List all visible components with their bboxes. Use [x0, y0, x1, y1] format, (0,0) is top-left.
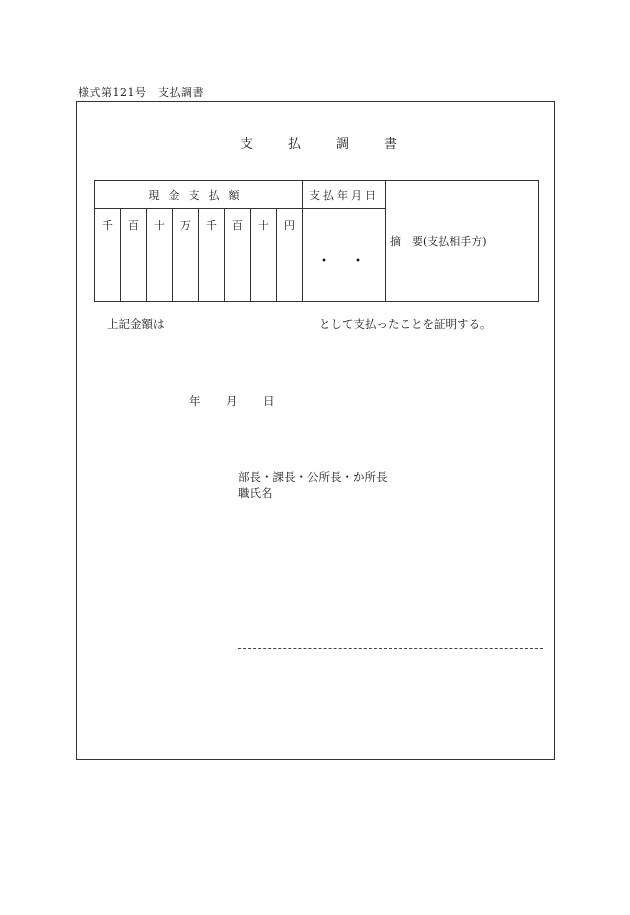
- payment-date-header: 支払年月日: [303, 181, 386, 209]
- summary-header[interactable]: [386, 181, 539, 302]
- cash-amount-header: 現金支払額: [95, 181, 303, 209]
- payment-date-field[interactable]: [303, 209, 386, 302]
- digit-cell-hundred[interactable]: 百: [225, 209, 251, 302]
- document-title: 支払調書: [240, 137, 433, 152]
- summary-header-label: 摘 要(支払相手方): [390, 235, 487, 248]
- certification-trail: として支払ったことを証明する。: [319, 317, 492, 331]
- digit-cell-man[interactable]: 万: [173, 209, 199, 302]
- month-label: 月: [226, 394, 238, 408]
- date-separators: ・・: [315, 250, 384, 270]
- day-label: 日: [263, 394, 275, 408]
- digit-cell-thousand[interactable]: 千: [199, 209, 225, 302]
- digit-cell-ten-man[interactable]: 十: [147, 209, 173, 302]
- digit-cell-hundred-man[interactable]: 百: [121, 209, 147, 302]
- certification-date[interactable]: [189, 393, 300, 409]
- signature-line[interactable]: [238, 648, 543, 649]
- digit-cell-thousand-man[interactable]: 千: [95, 209, 121, 302]
- certification-lead: 上記金額は: [107, 317, 165, 331]
- signer-titles: 部長・課長・公所長・か所長: [238, 470, 388, 484]
- signer-name-label: 職氏名: [238, 486, 273, 500]
- digit-cell-yen[interactable]: 円: [277, 209, 303, 302]
- payment-table: [94, 180, 539, 302]
- form-number: 様式第121号 支払調書: [78, 86, 204, 99]
- digit-cell-ten[interactable]: 十: [251, 209, 277, 302]
- year-label: 年: [189, 394, 201, 408]
